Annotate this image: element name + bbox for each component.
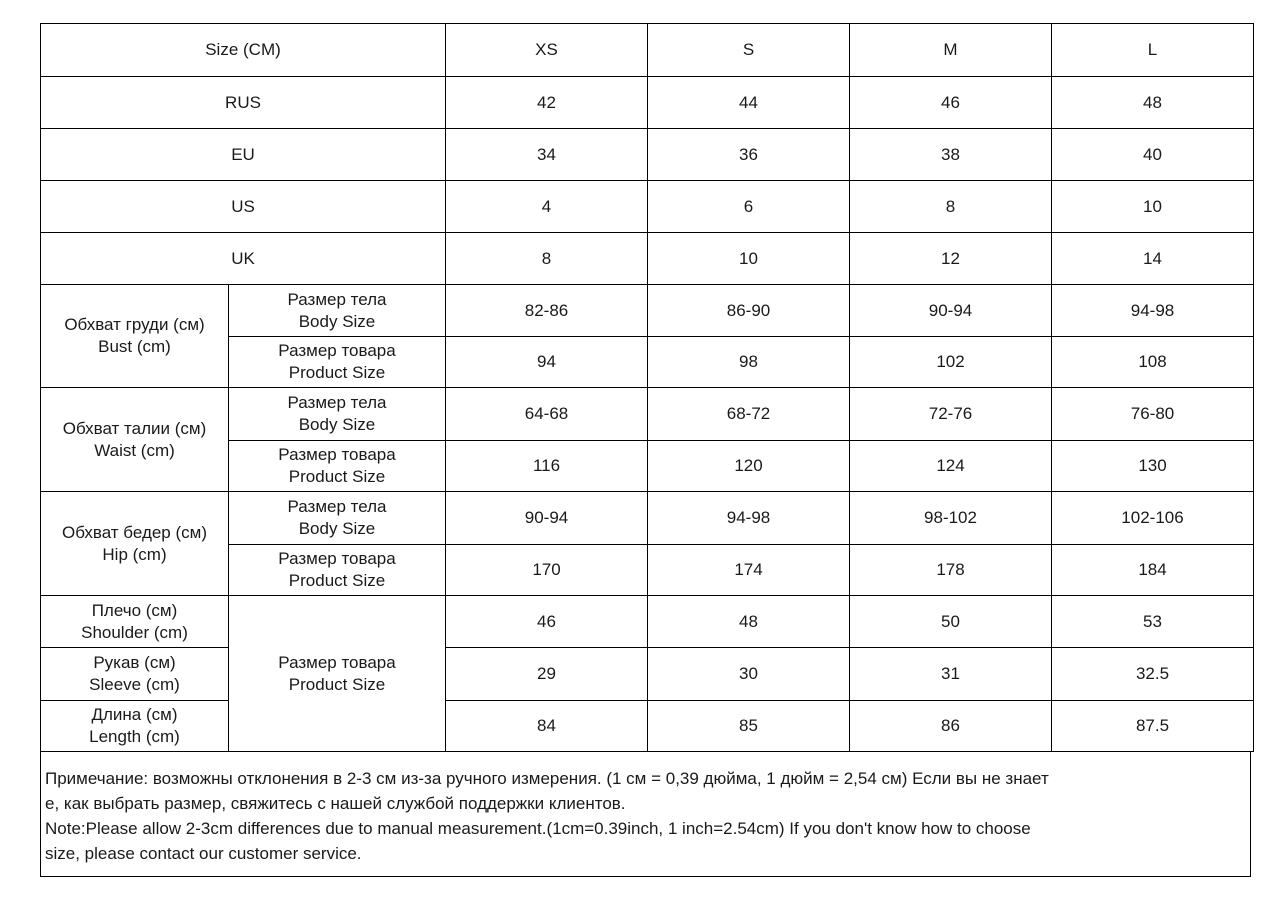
table-cell: 174 xyxy=(648,545,850,596)
label-ru: Размер товара xyxy=(278,652,396,672)
rus-row xyxy=(41,77,1254,129)
table-cell: 98 xyxy=(648,337,850,388)
label-ru: Размер товара xyxy=(278,445,396,464)
row-label: UK xyxy=(41,233,446,285)
table-cell: 130 xyxy=(1052,441,1254,492)
table-cell: 94-98 xyxy=(1052,285,1254,337)
size-xs-header: XS xyxy=(446,24,648,77)
row-label: US xyxy=(41,181,446,233)
label-en: Product Size xyxy=(288,363,386,382)
table-cell: 170 xyxy=(446,545,648,596)
note-en-line1: Note:Please allow 2-3cm differences due to manual measurement.(1cm=0.39inch, 1 inch=2.54cm) If you don't know how to choose xyxy=(45,819,1031,838)
label-en: Body Size xyxy=(298,311,376,331)
size-chart xyxy=(40,23,1253,877)
table-cell: 86-90 xyxy=(648,285,850,337)
label-ru: Длина (см) xyxy=(91,705,178,724)
label-ru: Плечо (см) xyxy=(91,600,178,620)
table-cell: 116 xyxy=(446,441,648,492)
table-cell: 8 xyxy=(850,181,1052,233)
table-cell: 6 xyxy=(648,181,850,233)
us-row xyxy=(41,181,1254,233)
table-cell: 53 xyxy=(1052,596,1254,648)
label-ru: Рукав (см) xyxy=(93,653,176,672)
table-cell: 94 xyxy=(446,337,648,388)
table-cell: 102-106 xyxy=(1052,492,1254,545)
product-size-label xyxy=(229,596,446,752)
table-cell: 48 xyxy=(1052,77,1254,129)
table-cell: 90-94 xyxy=(850,285,1052,337)
label-en: Sleeve (cm) xyxy=(89,675,180,694)
label-ru: Обхват бедер (см) xyxy=(61,522,207,542)
note-ru-line1: Примечание: возможны отклонения в 2-3 см из-за ручного измерения. (1 см = 0,39 дюйма, 1 дюйм = 2,54 см) Если вы не знает xyxy=(45,769,1049,788)
label-ru: Размер тела xyxy=(287,289,387,309)
table-cell: 44 xyxy=(648,77,850,129)
label-en: Bust (cm) xyxy=(98,337,171,356)
body-size-label xyxy=(229,492,446,545)
table-cell: 46 xyxy=(446,596,648,648)
eu-row xyxy=(41,129,1254,181)
table-cell: 4 xyxy=(446,181,648,233)
row-label: RUS xyxy=(41,77,446,129)
hip-body-row xyxy=(41,492,1254,545)
sleeve-row xyxy=(41,648,1254,701)
bust-label xyxy=(41,285,229,388)
label-en: Length (cm) xyxy=(89,727,180,746)
measurement-note xyxy=(40,752,1251,877)
table-cell: 76-80 xyxy=(1052,388,1254,441)
table-cell: 48 xyxy=(648,596,850,648)
label-en: Body Size xyxy=(298,519,376,538)
label-en: Waist (cm) xyxy=(94,440,175,460)
body-size-label xyxy=(229,285,446,337)
bust-body-row xyxy=(41,285,1254,337)
table-cell: 10 xyxy=(648,233,850,285)
label-ru: Размер тела xyxy=(287,497,387,516)
table-cell: 102 xyxy=(850,337,1052,388)
table-cell: 85 xyxy=(648,701,850,752)
label-en: Hip (cm) xyxy=(102,544,167,564)
uk-row xyxy=(41,233,1254,285)
table-cell: 86 xyxy=(850,701,1052,752)
product-size-label xyxy=(229,441,446,492)
product-size-label xyxy=(229,337,446,388)
table-cell: 32.5 xyxy=(1052,648,1254,701)
row-label: EU xyxy=(41,129,446,181)
label-ru: Размер товара xyxy=(278,341,396,360)
length-label xyxy=(41,701,229,752)
table-cell: 8 xyxy=(446,233,648,285)
note-en-line2: size, please contact our customer service. xyxy=(45,844,362,863)
table-cell: 34 xyxy=(446,129,648,181)
table-cell: 184 xyxy=(1052,545,1254,596)
table-cell: 64-68 xyxy=(446,388,648,441)
table-cell: 72-76 xyxy=(850,388,1052,441)
hip-label xyxy=(41,492,229,596)
table-cell: 82-86 xyxy=(446,285,648,337)
label-en: Product Size xyxy=(288,674,386,694)
table-cell: 98-102 xyxy=(850,492,1052,545)
table-cell: 178 xyxy=(850,545,1052,596)
table-cell: 14 xyxy=(1052,233,1254,285)
table-cell: 124 xyxy=(850,441,1052,492)
label-en: Product Size xyxy=(288,467,386,486)
shoulder-label xyxy=(41,596,229,648)
table-cell: 84 xyxy=(446,701,648,752)
header-row xyxy=(41,24,1254,77)
table-cell: 38 xyxy=(850,129,1052,181)
table-cell: 50 xyxy=(850,596,1052,648)
table-cell: 36 xyxy=(648,129,850,181)
table-cell: 108 xyxy=(1052,337,1254,388)
size-l-header: L xyxy=(1052,24,1254,77)
table-cell: 90-94 xyxy=(446,492,648,545)
sleeve-label xyxy=(41,648,229,701)
label-en: Product Size xyxy=(288,571,386,590)
table-cell: 30 xyxy=(648,648,850,701)
note-ru-line2: е, как выбрать размер, свяжитесь с нашей службой поддержки клиентов. xyxy=(45,794,626,813)
label-ru: Размер тела xyxy=(287,393,387,412)
table-cell: 94-98 xyxy=(648,492,850,545)
header-label: Size (CM) xyxy=(41,24,446,77)
table-cell: 10 xyxy=(1052,181,1254,233)
waist-body-row xyxy=(41,388,1254,441)
size-table xyxy=(40,23,1254,752)
label-en: Body Size xyxy=(298,415,376,434)
waist-label xyxy=(41,388,229,492)
label-en: Shoulder (cm) xyxy=(81,622,188,642)
table-cell: 68-72 xyxy=(648,388,850,441)
label-ru: Размер товара xyxy=(278,549,396,568)
table-cell: 87.5 xyxy=(1052,701,1254,752)
table-cell: 46 xyxy=(850,77,1052,129)
length-row xyxy=(41,701,1254,752)
table-cell: 29 xyxy=(446,648,648,701)
table-cell: 31 xyxy=(850,648,1052,701)
table-cell: 40 xyxy=(1052,129,1254,181)
body-size-label xyxy=(229,388,446,441)
table-cell: 120 xyxy=(648,441,850,492)
label-ru: Обхват талии (см) xyxy=(62,418,207,438)
table-cell: 42 xyxy=(446,77,648,129)
shoulder-row xyxy=(41,596,1254,648)
table-cell: 12 xyxy=(850,233,1052,285)
label-ru: Обхват груди (см) xyxy=(64,315,205,334)
product-size-label xyxy=(229,545,446,596)
size-s-header: S xyxy=(648,24,850,77)
size-m-header: M xyxy=(850,24,1052,77)
